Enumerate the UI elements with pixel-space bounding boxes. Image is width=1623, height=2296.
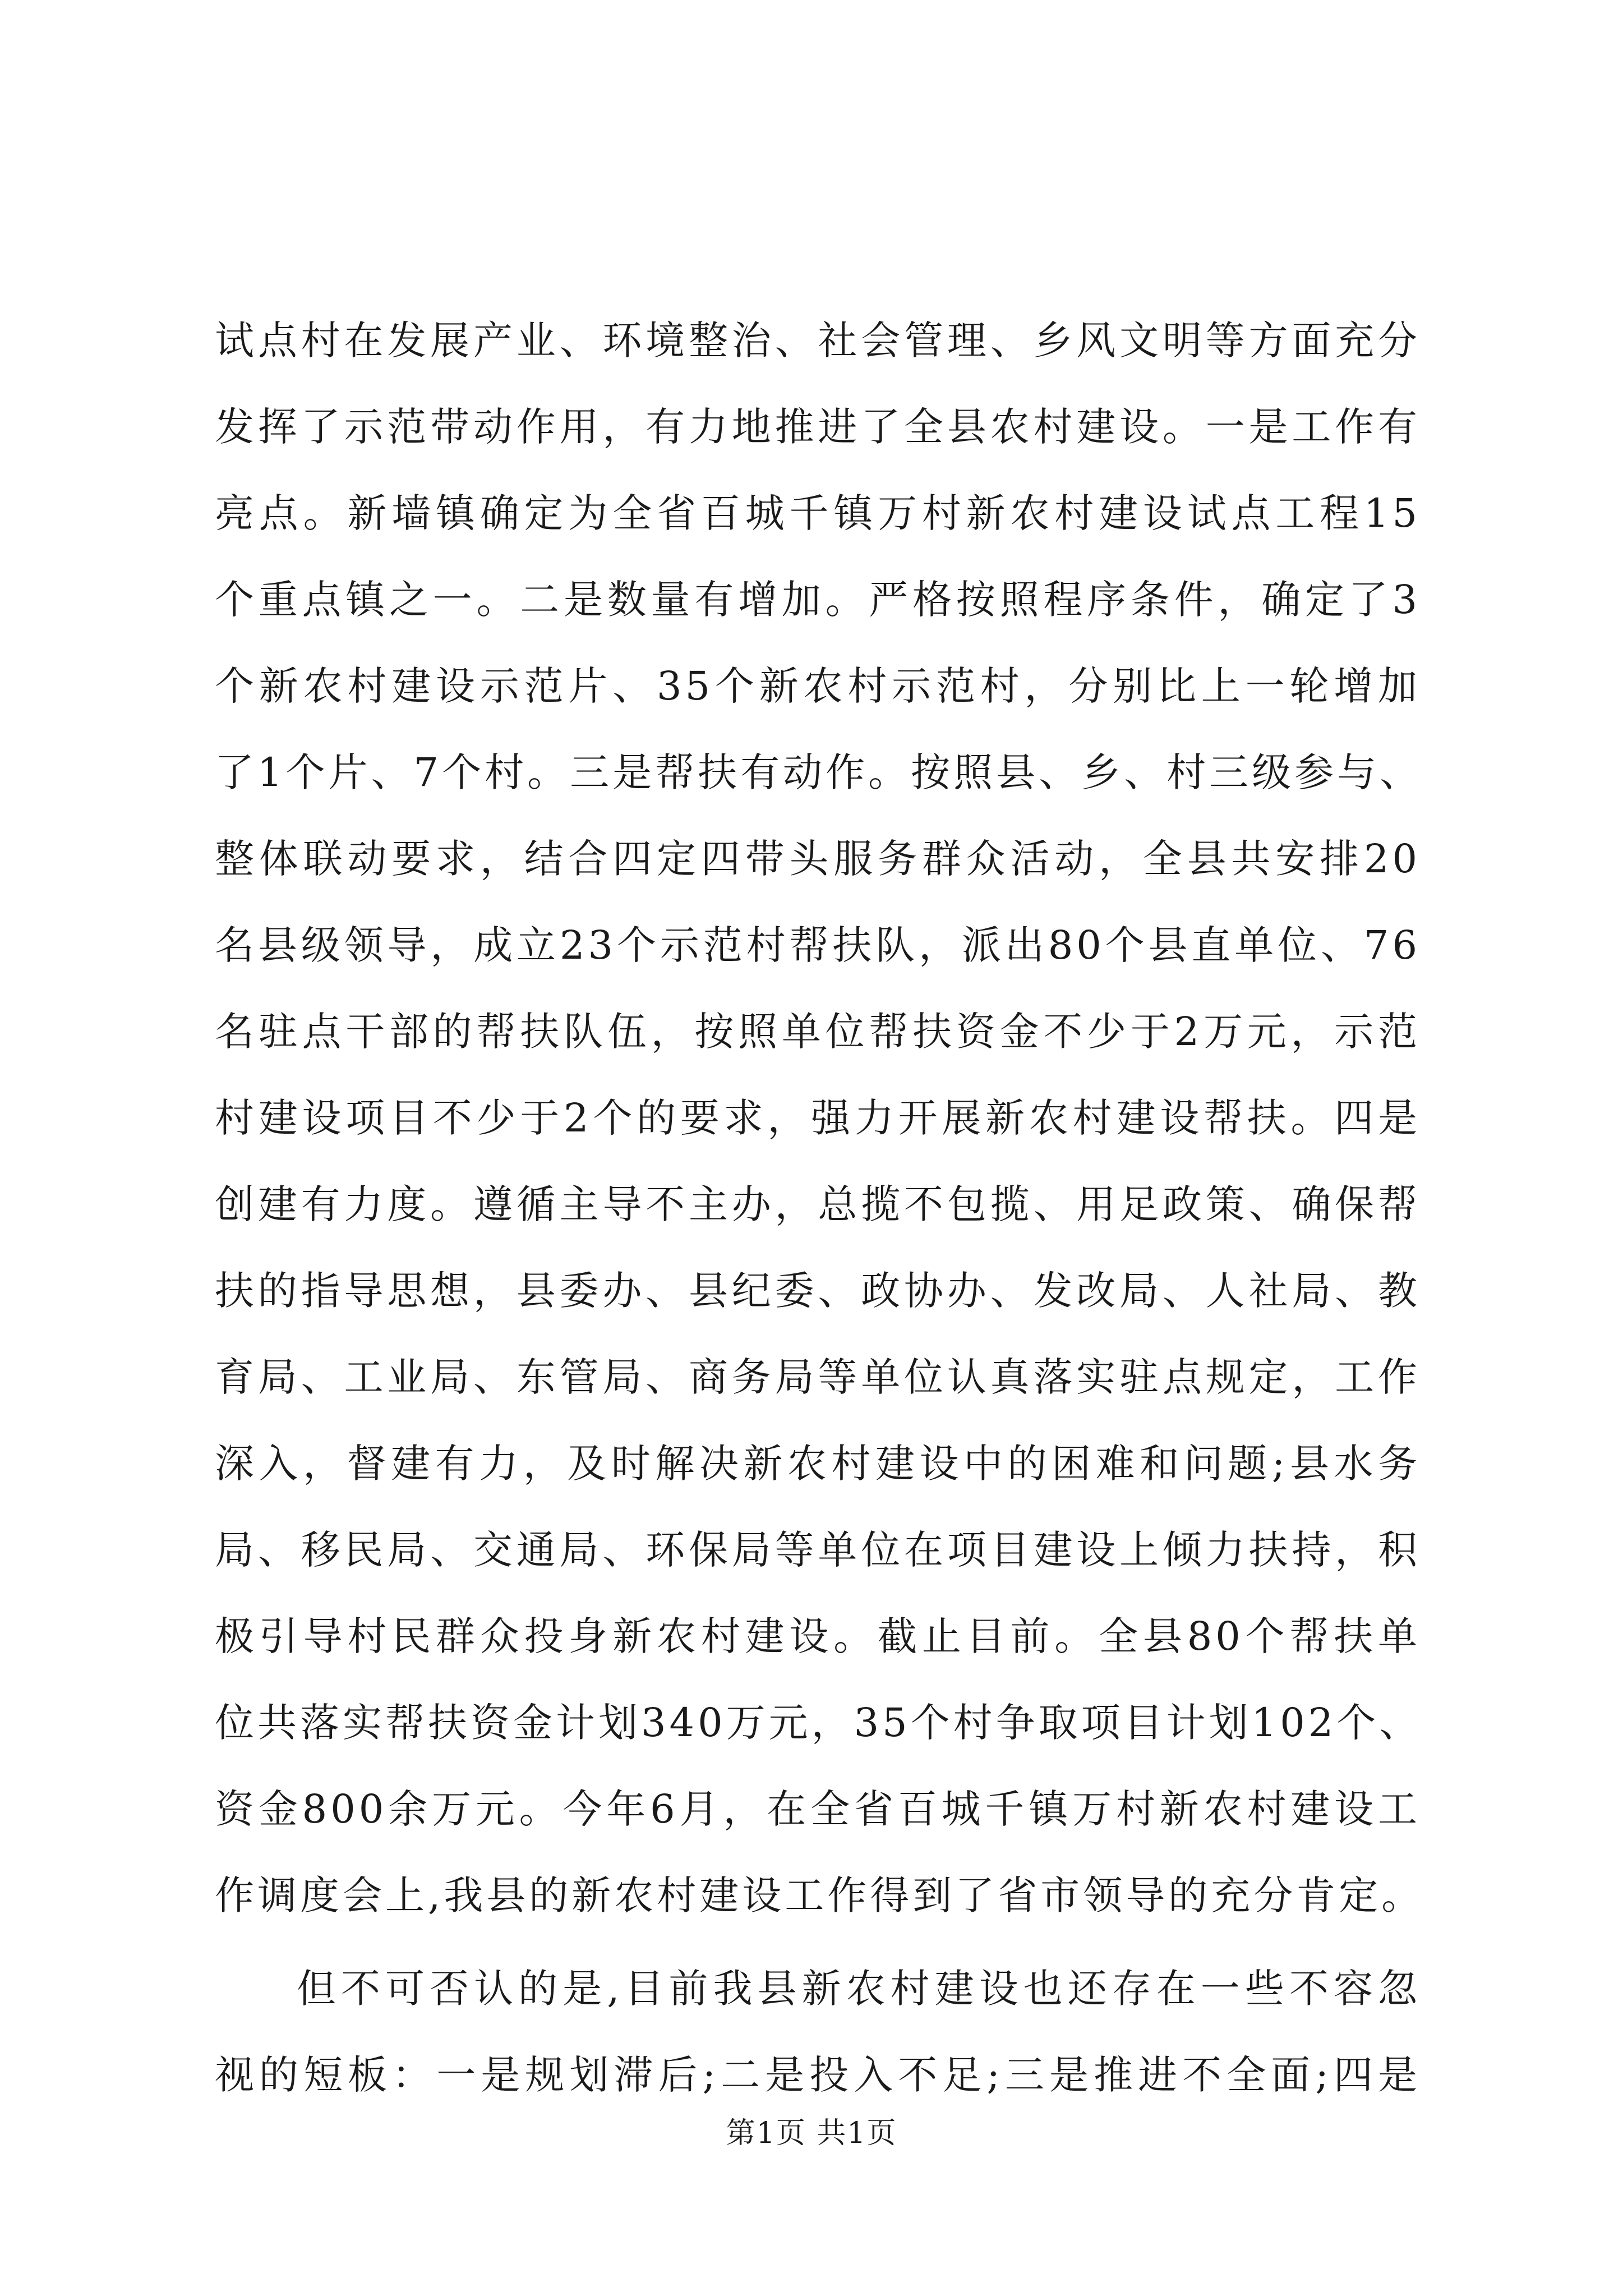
text-line: 个重点镇之一。二是数量有增加。严格按照程序条件，确定了3 [215, 577, 1421, 623]
text-line: 作调度会上,我县的新农村建设工作得到了省市领导的充分肯定。 [215, 1872, 1424, 1918]
paragraph-1 [215, 297, 1424, 1939]
paragraph-2 [215, 1945, 1421, 2118]
text-line: 发挥了示范带动作用，有力地推进了全县农村建设。一是工作有 [215, 404, 1421, 450]
text-line: 试点村在发展产业、环境整治、社会管理、乡风文明等方面充分 [215, 318, 1421, 364]
text-line: 整体联动要求，结合四定四带头服务群众活动，全县共安排20 [215, 836, 1421, 882]
text-line: 位共落实帮扶资金计划340万元，35个村争取项目计划102个、 [215, 1700, 1422, 1746]
text-line: 名县级领导，成立23个示范村帮扶队，派出80个县直单位、76 [215, 922, 1421, 968]
page-number-footer: 第1页 共1页 [726, 2116, 897, 2150]
text-line: 深入，督建有力，及时解决新农村建设中的困难和问题;县水务 [215, 1441, 1421, 1487]
text-line: 但不可否认的是,目前我县新农村建设也还存在一些不容忽 [297, 1966, 1421, 2012]
text-line: 资金800余万元。今年6月，在全省百城千镇万村新农村建设工 [215, 1786, 1421, 1832]
text-line: 创建有力度。遵循主导不主办，总揽不包揽、用足政策、确保帮 [215, 1181, 1421, 1227]
text-line: 村建设项目不少于2个的要求，强力开展新农村建设帮扶。四是 [215, 1095, 1421, 1141]
text-line: 极引导村民群众投身新农村建设。截止目前。全县80个帮扶单 [215, 1613, 1421, 1659]
text-line: 局、移民局、交通局、环保局等单位在项目建设上倾力扶持，积 [215, 1527, 1421, 1573]
text-line: 个新农村建设示范片、35个新农村示范村，分别比上一轮增加 [215, 663, 1421, 709]
text-line: 名驻点干部的帮扶队伍，按照单位帮扶资金不少于2万元，示范 [215, 1009, 1421, 1055]
text-line: 育局、工业局、东管局、商务局等单位认真落实驻点规定，工作 [215, 1354, 1421, 1400]
text-line: 扶的指导思想，县委办、县纪委、政协办、发改局、人社局、教 [215, 1268, 1421, 1314]
text-line: 了1个片、7个村。三是帮扶有动作。按照县、乡、村三级参与、 [215, 749, 1423, 795]
text-line: 视的短板：一是规划滞后;二是投入不足;三是推进不全面;四是 [215, 2052, 1421, 2098]
text-line: 亮点。新墙镇确定为全省百城千镇万村新农村建设试点工程15 [215, 490, 1421, 536]
document-body [215, 297, 1424, 2118]
